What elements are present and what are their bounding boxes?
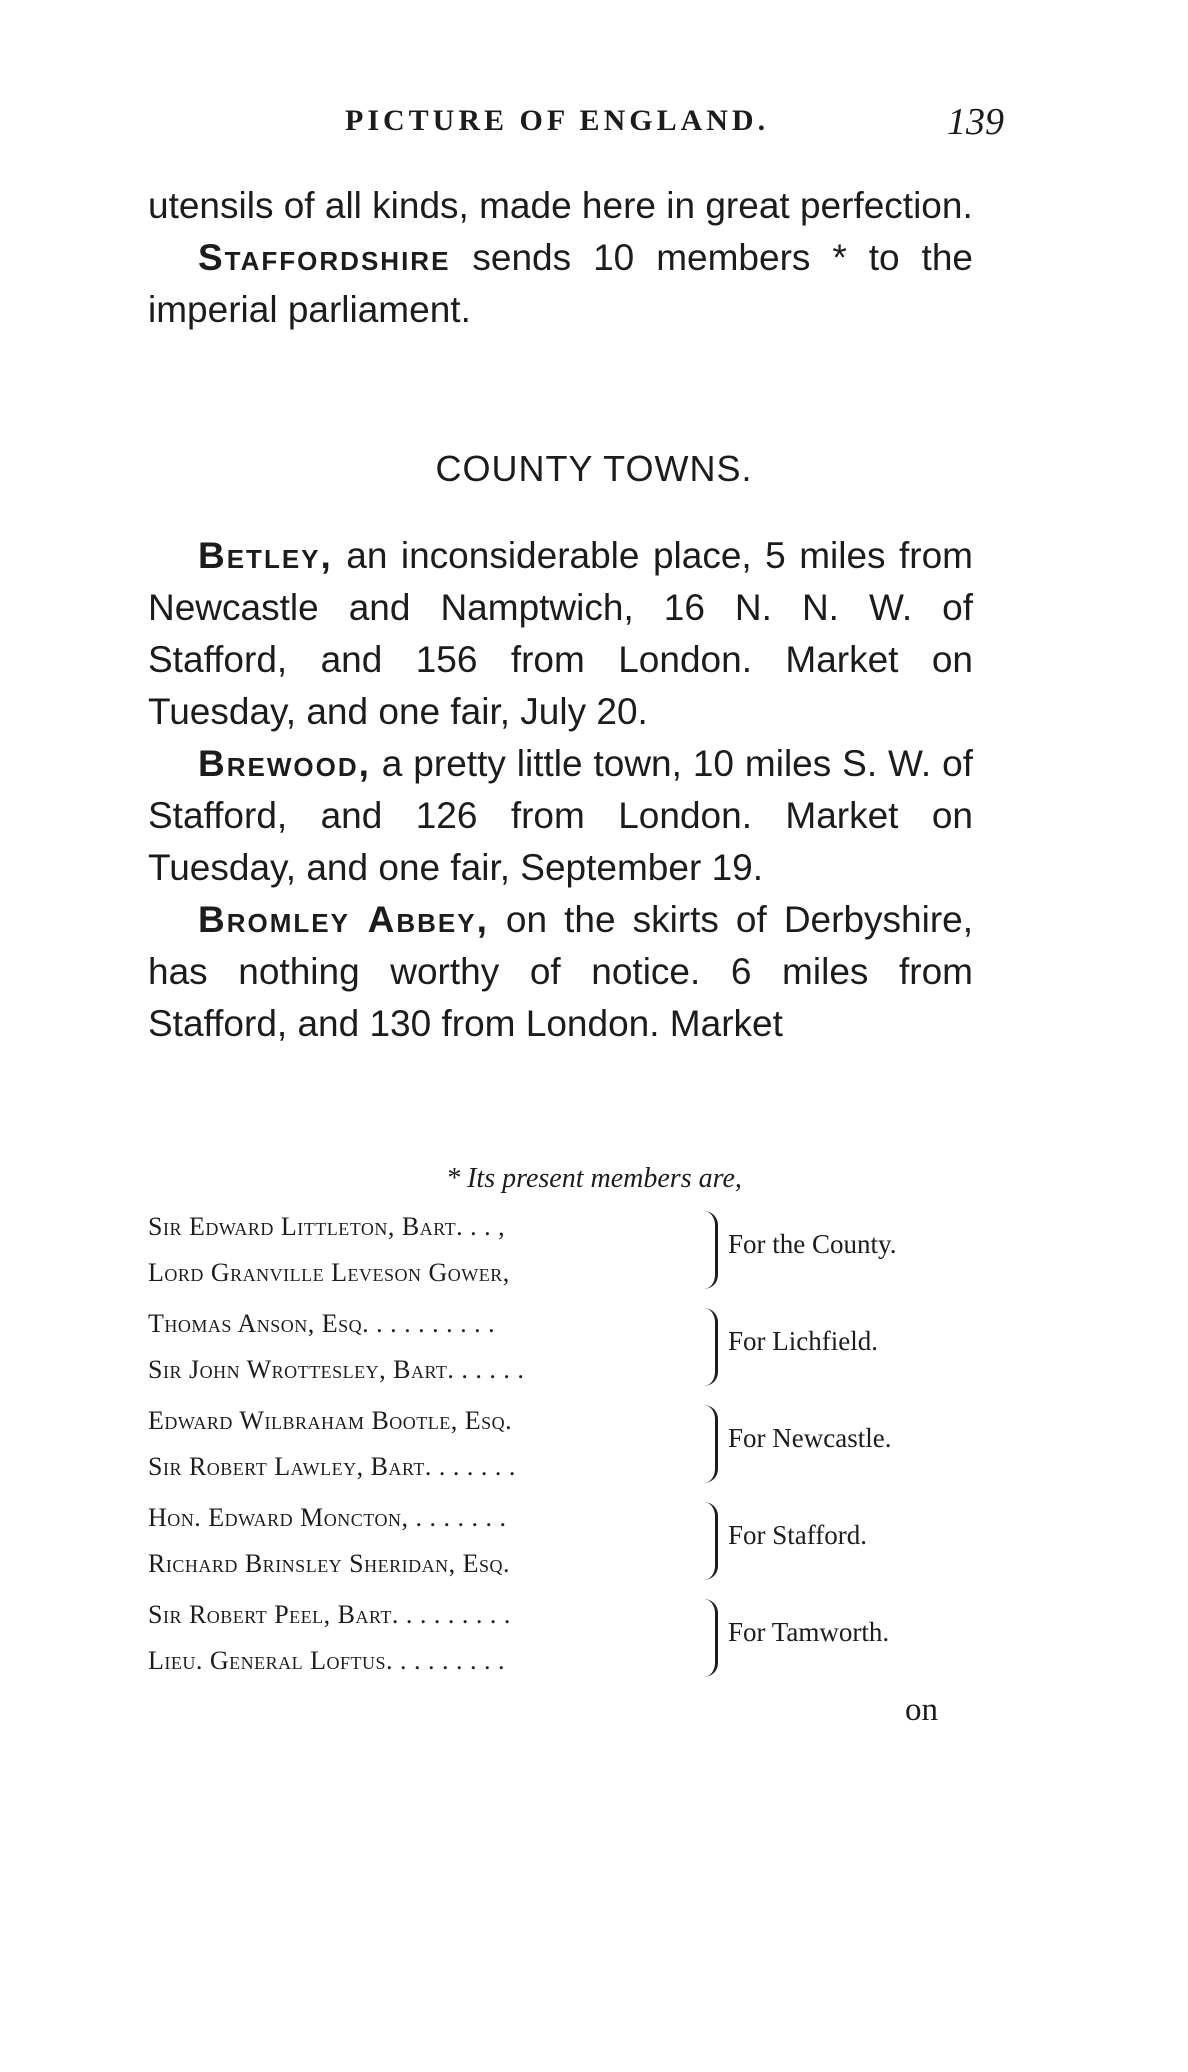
- catchword: on: [905, 1692, 938, 1728]
- member-group: [148, 1498, 998, 1595]
- brace-mark: [703, 1599, 718, 1677]
- constituency-label: For Newcastle.: [728, 1423, 892, 1453]
- town-entry-betley: [148, 530, 973, 738]
- town-entry-bromley-abbey: [148, 894, 973, 1050]
- running-title: PICTURE OF ENGLAND.: [345, 104, 770, 137]
- member-name: Sir John Wrottesley, Bart. . . . . .: [148, 1355, 525, 1384]
- members-list: [148, 1207, 998, 1692]
- member-group: [148, 1401, 998, 1498]
- running-head: [0, 100, 1188, 150]
- town-name: Bromley Abbey,: [198, 899, 489, 940]
- member-name: Hon. Edward Moncton, . . . . . . .: [148, 1503, 507, 1532]
- brace-mark: [703, 1211, 718, 1289]
- town-name: Betley,: [198, 535, 333, 576]
- member-name: Edward Wilbraham Bootle, Esq.: [148, 1406, 513, 1435]
- intro-text: [148, 180, 973, 336]
- member-name: Thomas Anson, Esq. . . . . . . . . .: [148, 1309, 496, 1338]
- brace-mark: [703, 1405, 718, 1483]
- member-group: [148, 1207, 998, 1304]
- town-description: a pretty little town, 10 miles S. W. of Stafford, and 126 from London. Market on Tuesday, and one fair, September 19.: [148, 743, 973, 888]
- intro-paragraph-2-text: sends 10 members * to the imperial parliament.: [148, 237, 973, 330]
- town-description: on the skirts of Derbyshire, has nothing worthy of notice. 6 miles from Stafford, and 130 from London. Market: [148, 899, 974, 1044]
- county-name: Staffordshire: [198, 237, 451, 278]
- member-group: [148, 1595, 998, 1692]
- member-name: Lieu. General Loftus. . . . . . . . .: [148, 1646, 506, 1675]
- footnote-intro: * Its present members are,: [446, 1163, 742, 1194]
- section-heading: COUNTY TOWNS.: [435, 448, 753, 489]
- member-name: Sir Edward Littleton, Bart. . . ,: [148, 1212, 506, 1241]
- constituency-label: For Stafford.: [728, 1520, 867, 1550]
- member-name: Sir Robert Lawley, Bart. . . . . . .: [148, 1452, 516, 1481]
- brace-mark: [703, 1502, 718, 1580]
- intro-paragraph-1: utensils of all kinds, made here in great perfection.: [148, 185, 973, 226]
- member-name: Lord Granville Leveson Gower,: [148, 1258, 510, 1287]
- town-entry-brewood: [148, 738, 973, 894]
- member-name: Richard Brinsley Sheridan, Esq.: [148, 1549, 511, 1578]
- member-group: [148, 1304, 998, 1401]
- member-name: Sir Robert Peel, Bart. . . . . . . . .: [148, 1600, 511, 1629]
- intro-paragraph-2: [148, 232, 973, 336]
- constituency-label: For Lichfield.: [728, 1326, 878, 1356]
- towns-text: [148, 530, 973, 1050]
- town-name: Brewood,: [198, 743, 371, 784]
- constituency-label: For Tamworth.: [728, 1617, 890, 1647]
- brace-mark: [703, 1308, 718, 1386]
- town-description: an inconsiderable place, 5 miles from Newcastle and Namptwich, 16 N. N. W. of Stafford, and 156 from London. Market on Tuesday, and one fair, July 20.: [148, 535, 973, 732]
- page-number: 139: [947, 101, 1004, 143]
- constituency-label: For the County.: [728, 1229, 897, 1259]
